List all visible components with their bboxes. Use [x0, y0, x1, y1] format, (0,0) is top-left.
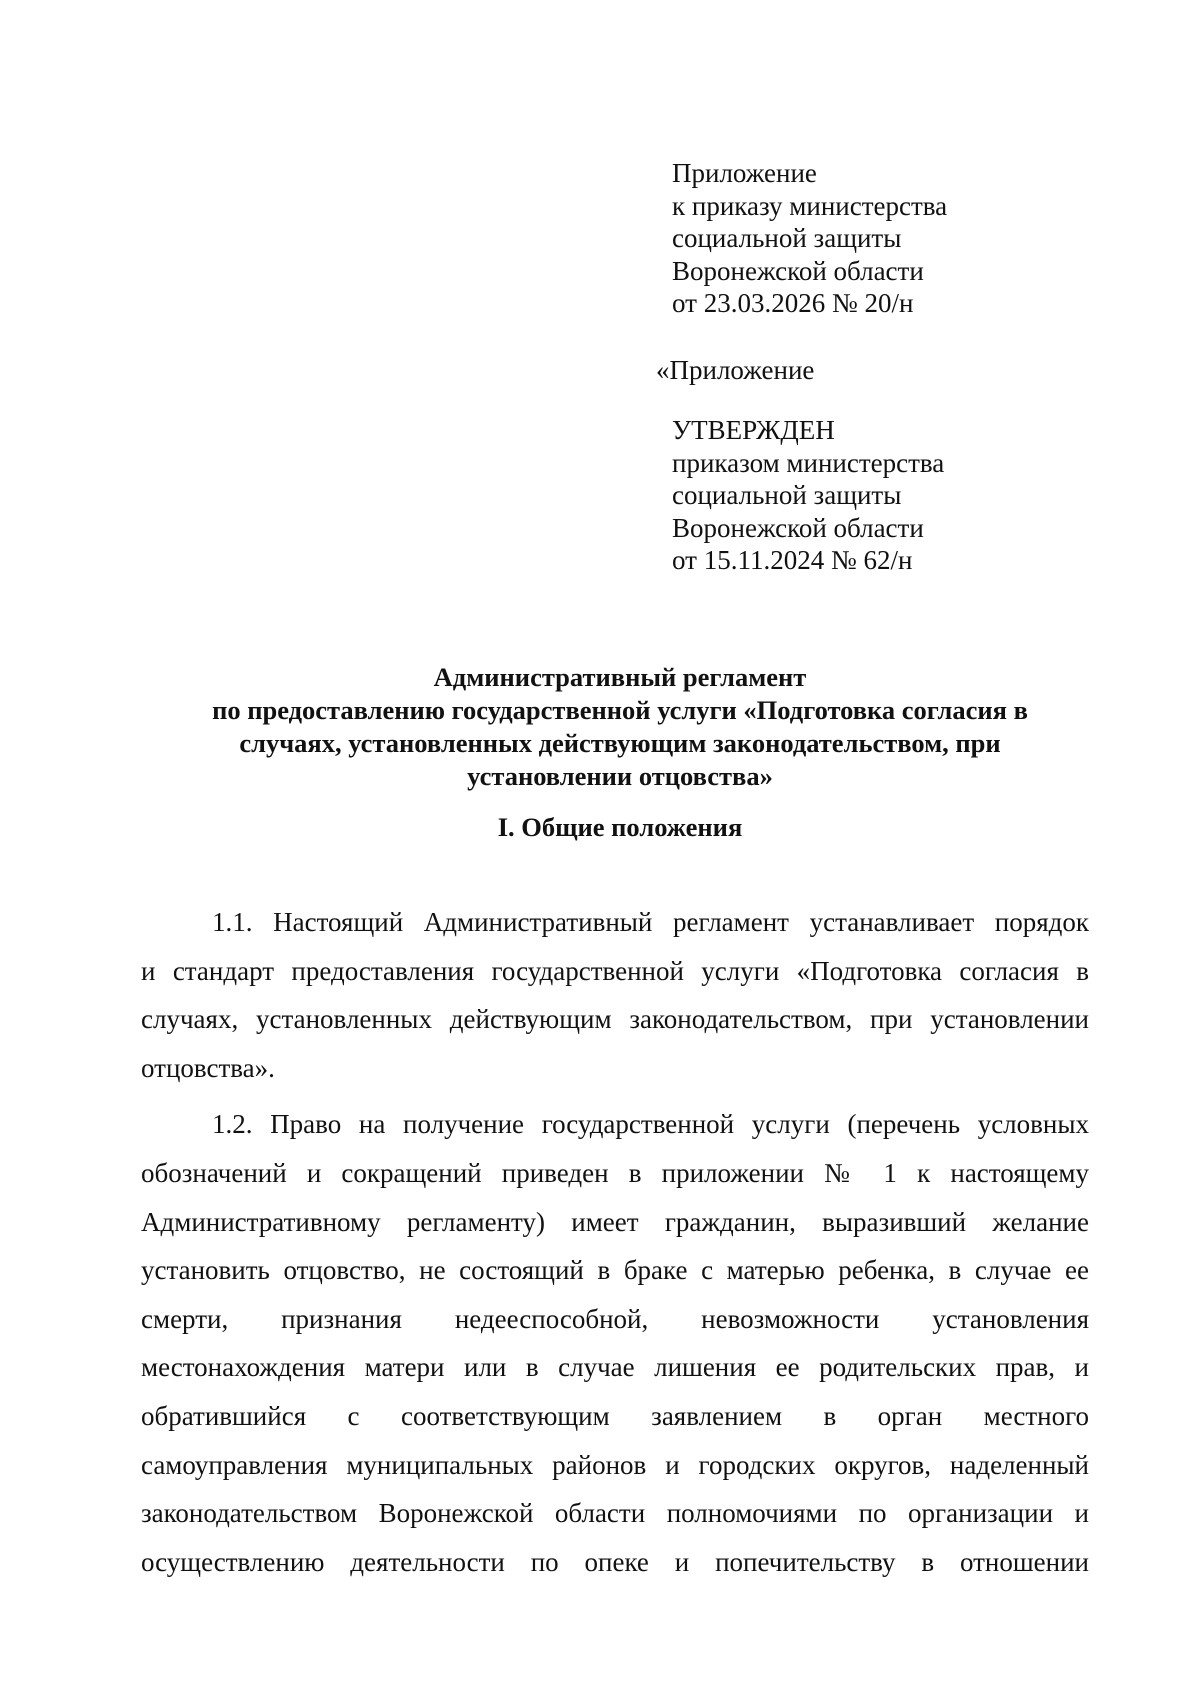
paragraph-line: смерти, признания недееспособной, невозможности установления	[141, 1303, 1089, 1334]
title-line: по предоставлению государственной услуги «Подготовка согласия в	[212, 695, 1028, 725]
approval-line: приказом министерства	[672, 447, 945, 478]
paragraph-line: 1.2. Право на получение государственной услуги (перечень условных	[212, 1109, 1089, 1140]
title-line: случаях, установленных действующим законодательством, при	[239, 728, 1001, 758]
appendix-header-line: социальной защиты	[672, 223, 902, 253]
approval-line: социальной защиты	[672, 480, 902, 510]
document-title	[140, 661, 1100, 793]
approval-stamp-text	[672, 414, 1132, 577]
paragraph-line: и стандарт предоставления государственной услуги «Подготовка согласия в	[141, 955, 1089, 986]
approval-line: от 15.11.2024 № 62/н	[672, 545, 913, 575]
paragraph-line: местонахождения матери или в случае лишения ее родительских прав, и	[141, 1352, 1089, 1383]
appendix-header-line: к приказу министерства	[672, 190, 948, 221]
appendix-header-line: Воронежской области	[672, 255, 924, 286]
approval-line: УТВЕРЖДЕН	[672, 415, 835, 445]
paragraph-line: установить отцовство, не состоящий в браке с матерью ребенка, в случае ее	[141, 1255, 1089, 1286]
paragraph-line: обратившийся с соответствующим заявлением в орган местного	[141, 1400, 1089, 1431]
paragraph-line: Административному регламенту) имеет гражданин, выразивший желание	[141, 1206, 1089, 1237]
appendix-header	[672, 157, 1132, 320]
paragraph-line: самоуправления муниципальных районов и городских округов, наделенный	[141, 1449, 1089, 1480]
paragraph-line: случаях, установленных действующим законодательством, при установлении	[141, 1004, 1089, 1035]
paragraph-1-2	[141, 1100, 1089, 1586]
quoted-appendix-label: «Приложение	[656, 355, 815, 385]
document-body	[141, 898, 1089, 1586]
section-heading: I. Общие положения	[497, 812, 743, 842]
title-line: Административный регламент	[433, 662, 807, 692]
paragraph-line: законодательством Воронежской области полномочиями по организации и	[141, 1498, 1089, 1529]
paragraph-line: 1.1. Настоящий Административный регламент устанавливает порядок	[212, 907, 1089, 937]
appendix-header-line: от 23.03.2026 № 20/н	[672, 288, 914, 318]
approval-line: Воронежской области	[672, 512, 924, 543]
appendix-header-line: Приложение	[672, 158, 817, 188]
paragraph-line: отцовства».	[141, 1052, 275, 1083]
paragraph-line: обозначений и сокращений приведен в приложении № 1 к настоящему	[141, 1157, 1089, 1188]
paragraph-1-1	[141, 898, 1089, 1092]
paragraph-line: осуществлению деятельности по опеке и попечительству в отношении	[141, 1546, 1089, 1577]
title-line: установлении отцовства»	[467, 761, 773, 791]
